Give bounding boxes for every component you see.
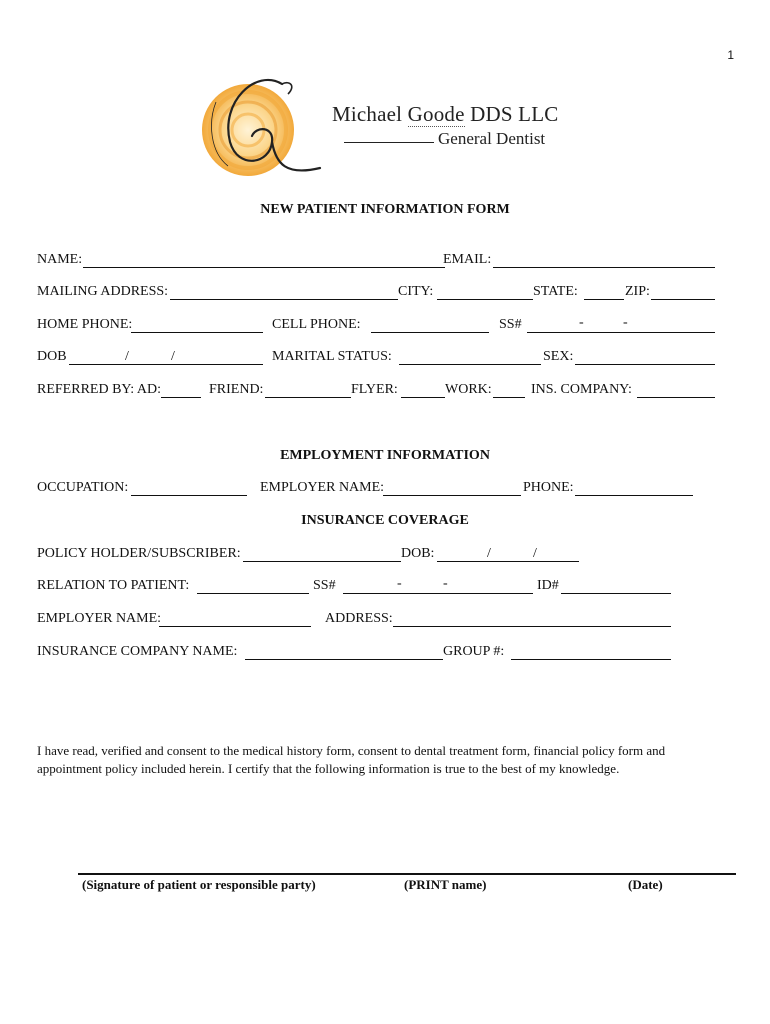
practice-logo: [186, 72, 336, 190]
row-referred: [37, 382, 717, 398]
row-phones: [37, 317, 717, 333]
occupation-field[interactable]: [131, 495, 247, 496]
zip-field[interactable]: [651, 299, 715, 300]
home-phone-label: HOME PHONE:: [37, 317, 133, 332]
marital-status-label: MARITAL STATUS:: [272, 349, 392, 364]
insurance-company-name-label: INSURANCE COMPANY NAME:: [37, 644, 238, 659]
row-insurance-company: [37, 644, 717, 660]
ss-dash-2: -: [623, 315, 628, 330]
zip-label: ZIP:: [625, 284, 650, 299]
work-label: WORK:: [445, 382, 492, 397]
row-employer-address: [37, 611, 717, 627]
id-field[interactable]: [561, 593, 671, 594]
name-label: NAME:: [37, 252, 83, 267]
form-title: NEW PATIENT INFORMATION FORM: [260, 202, 510, 217]
city-field[interactable]: [437, 299, 533, 300]
sex-label: SEX:: [543, 349, 574, 364]
employer-name-field[interactable]: [383, 495, 521, 496]
signature-label: (Signature of patient or responsible party): [82, 877, 316, 892]
group-field[interactable]: [511, 659, 671, 660]
row-dob: [37, 349, 717, 365]
practice-name-last: Goode: [407, 102, 465, 126]
policy-dob-slash-1: /: [487, 546, 491, 561]
email-label: EMAIL:: [443, 252, 492, 267]
page-number: 1: [727, 48, 734, 62]
practice-name: [332, 102, 558, 127]
employer-name-label: EMPLOYER NAME:: [260, 480, 385, 495]
insurance-company-name-field[interactable]: [245, 659, 443, 660]
address-label: ADDRESS:: [325, 611, 393, 626]
dob-label: DOB: [37, 349, 67, 364]
dob-field[interactable]: [69, 364, 263, 365]
id-label: ID#: [537, 578, 559, 593]
practice-name-first: Michael: [332, 102, 408, 126]
policy-holder-label: POLICY HOLDER/SUBSCRIBER:: [37, 546, 241, 561]
ins-company-label: INS. COMPANY:: [531, 382, 632, 397]
work-field[interactable]: [493, 397, 525, 398]
row-name-email: [37, 252, 717, 268]
flyer-field[interactable]: [401, 397, 445, 398]
cell-phone-field[interactable]: [371, 332, 489, 333]
insurance-employer-field[interactable]: [159, 626, 311, 627]
address-field[interactable]: [393, 626, 671, 627]
insurance-heading: INSURANCE COVERAGE: [301, 513, 469, 528]
occupation-label: OCCUPATION:: [37, 480, 129, 495]
relation-label: RELATION TO PATIENT:: [37, 578, 190, 593]
practice-subtitle: General Dentist: [438, 129, 546, 148]
referred-by-ad-label: REFERRED BY: AD:: [37, 382, 161, 397]
marital-status-field[interactable]: [399, 364, 541, 365]
insurance-ss-field[interactable]: [343, 593, 533, 594]
consent-statement: I have read, verified and consent to the medical history form, consent to dental treatment form, financial policy form and appointment policy included herein. I certify that the following information is true to the best of my knowledge.: [37, 743, 666, 776]
policy-dob-slash-2: /: [533, 546, 537, 561]
insurance-employer-label: EMPLOYER NAME:: [37, 611, 162, 626]
ins-company-field[interactable]: [637, 397, 715, 398]
subtitle-rule: [344, 142, 434, 143]
date-label: (Date): [628, 877, 663, 892]
ss-field[interactable]: [527, 332, 715, 333]
policy-dob-label: DOB:: [401, 546, 435, 561]
ss-dash-1: -: [579, 315, 584, 330]
row-mailing: [37, 284, 717, 300]
row-policy-holder: [37, 546, 717, 562]
mailing-address-field[interactable]: [170, 299, 398, 300]
dob-slash-1: /: [125, 349, 129, 364]
signature-line[interactable]: [78, 873, 736, 875]
insurance-ss-label: SS#: [313, 578, 336, 593]
cell-phone-label: CELL PHONE:: [272, 317, 361, 332]
ss-label: SS#: [499, 317, 522, 332]
mailing-address-label: MAILING ADDRESS:: [37, 284, 169, 299]
employer-phone-label: PHONE:: [523, 480, 574, 495]
row-employment: [37, 480, 717, 496]
city-label: CITY:: [398, 284, 434, 299]
group-label: GROUP #:: [443, 644, 505, 659]
friend-label: FRIEND:: [209, 382, 264, 397]
insurance-ss-dash-2: -: [443, 576, 448, 591]
practice-name-suffix: DDS LLC: [464, 102, 559, 126]
state-field[interactable]: [584, 299, 624, 300]
dob-slash-2: /: [171, 349, 175, 364]
sex-field[interactable]: [575, 364, 715, 365]
employment-heading: EMPLOYMENT INFORMATION: [280, 448, 490, 463]
name-field[interactable]: [83, 267, 445, 268]
friend-field[interactable]: [265, 397, 351, 398]
email-field[interactable]: [493, 267, 715, 268]
insurance-ss-dash-1: -: [397, 576, 402, 591]
print-name-label: (PRINT name): [404, 877, 487, 892]
state-label: STATE:: [533, 284, 578, 299]
referred-ad-field[interactable]: [161, 397, 201, 398]
policy-holder-field[interactable]: [243, 561, 401, 562]
home-phone-field[interactable]: [131, 332, 263, 333]
policy-dob-field[interactable]: [437, 561, 579, 562]
flyer-label: FLYER:: [351, 382, 398, 397]
employer-phone-field[interactable]: [575, 495, 693, 496]
row-relation: [37, 578, 717, 594]
relation-field[interactable]: [197, 593, 309, 594]
